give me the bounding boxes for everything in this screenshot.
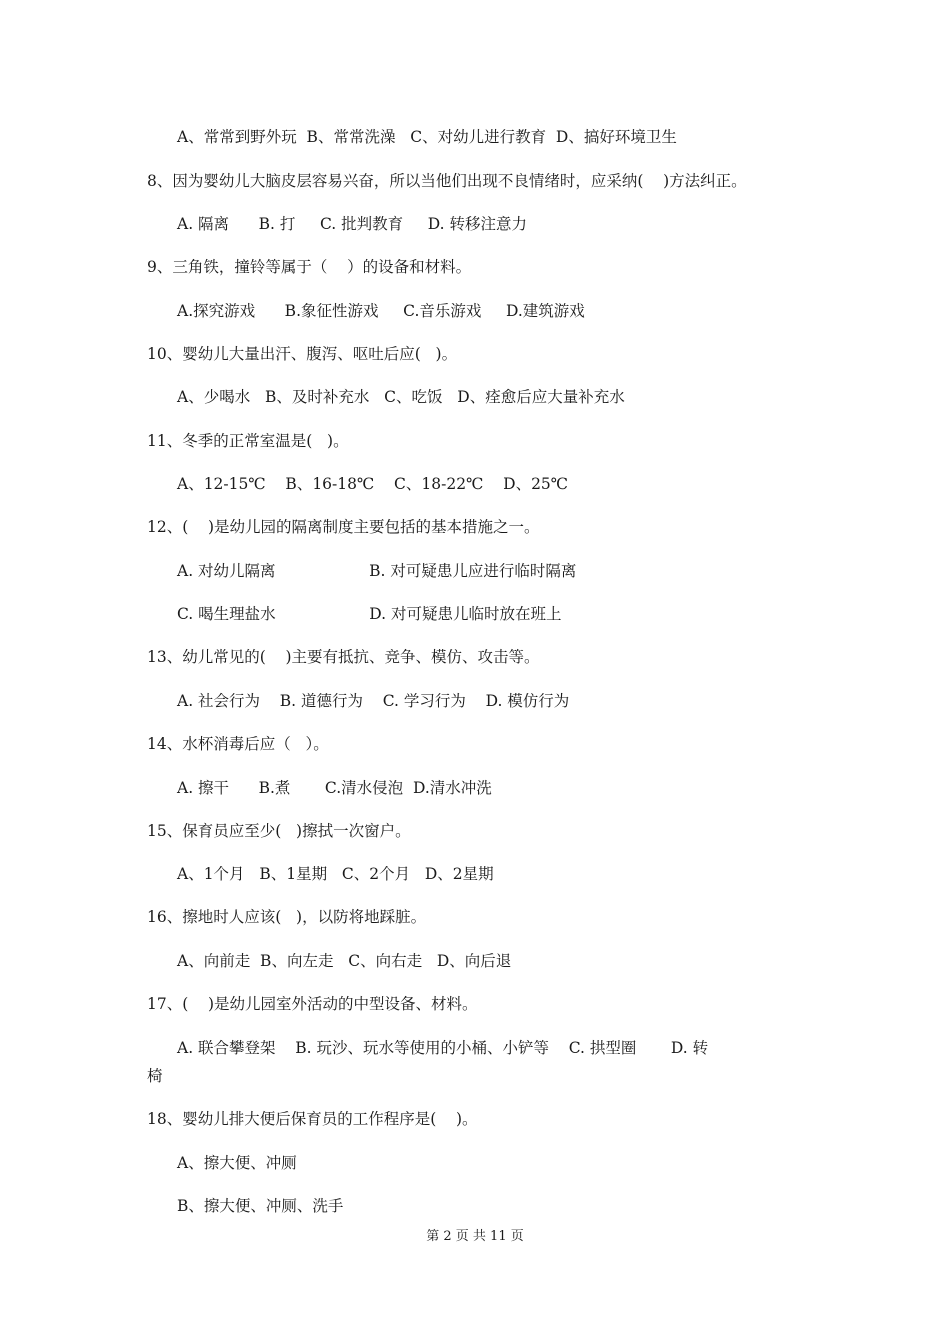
question-11: 11、冬季的正常室温是( )。 xyxy=(147,432,349,450)
question-16: 16、擦地时人应该( )，以防将地踩脏。 xyxy=(147,908,427,926)
q15-options: A、1个月 B、1星期 C、2个月 D、2星期 xyxy=(177,865,494,883)
q18-option-b: B、擦大便、冲厕、洗手 xyxy=(177,1197,344,1215)
question-15: 15、保育员应至少( )擦拭一次窗户。 xyxy=(147,822,411,840)
q8-options: A. 隔离 B. 打 C. 批判教育 D. 转移注意力 xyxy=(177,215,528,233)
q17-options: A. 联合攀登架 B. 玩沙、玩水等使用的小桶、小铲等 C. 拱型圈 D. 转 xyxy=(177,1039,709,1057)
q17-options-wrap: 椅 xyxy=(147,1067,163,1085)
question-17: 17、( )是幼儿园室外活动的中型设备、材料。 xyxy=(147,995,478,1013)
q13-options: A. 社会行为 B. 道德行为 C. 学习行为 D. 模仿行为 xyxy=(177,692,570,710)
question-10: 10、婴幼儿大量出汗、腹泻、呕吐后应( )。 xyxy=(147,345,458,363)
q9-options: A.探究游戏 B.象征性游戏 C.音乐游戏 D.建筑游戏 xyxy=(177,302,585,320)
q7-options: A、常常到野外玩 B、常常洗澡 C、对幼儿进行教育 D、搞好环境卫生 xyxy=(177,128,677,146)
q12-options-row2: C. 喝生理盐水 D. 对可疑患儿临时放在班上 xyxy=(177,605,562,623)
q10-options: A、少喝水 B、及时补充水 C、吃饭 D、痊愈后应大量补充水 xyxy=(177,388,625,406)
question-14: 14、水杯消毒后应（ ）。 xyxy=(147,735,329,753)
q14-options: A. 擦干 B.煮 C.清水侵泡 D.清水冲洗 xyxy=(177,779,492,797)
q18-option-a: A、擦大便、冲厕 xyxy=(177,1154,297,1172)
q12-options-row1: A. 对幼儿隔离 B. 对可疑患儿应进行临时隔离 xyxy=(177,562,577,580)
question-13: 13、幼儿常见的( )主要有抵抗、竞争、模仿、攻击等。 xyxy=(147,648,540,666)
q16-options: A、向前走 B、向左走 C、向右走 D、向后退 xyxy=(177,952,512,970)
question-18: 18、婴幼儿排大便后保育员的工作程序是( )。 xyxy=(147,1110,478,1128)
q11-options: A、12-15℃ B、16-18℃ C、18-22℃ D、25℃ xyxy=(177,475,569,493)
question-9: 9、三角铁，撞铃等属于（ ）的设备和材料。 xyxy=(147,258,472,276)
question-8: 8、因为婴幼儿大脑皮层容易兴奋，所以当他们出现不良情绪时，应采纳( )方法纠正。 xyxy=(147,172,747,190)
page-footer: 第 2 页 共 11 页 xyxy=(426,1229,524,1244)
question-12: 12、( )是幼儿园的隔离制度主要包括的基本措施之一。 xyxy=(147,518,540,536)
